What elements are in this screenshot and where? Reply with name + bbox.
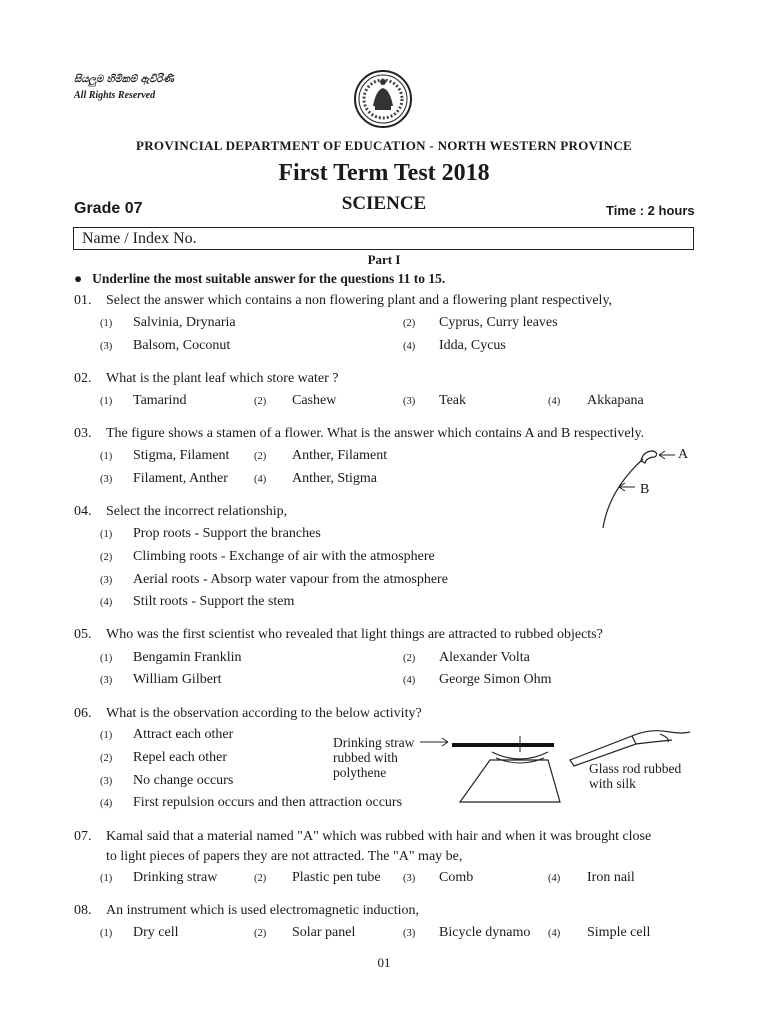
option-text[interactable]: Teak	[439, 393, 467, 408]
option-text[interactable]: First repulsion occurs and then attraction occurs	[133, 795, 403, 810]
option-number: (3)	[403, 928, 416, 939]
option-number: (4)	[548, 873, 561, 884]
option-number: (4)	[548, 396, 561, 407]
option-number: (4)	[548, 928, 561, 939]
question-text: What is the observation according to the below activity?	[106, 706, 422, 721]
question-text: Select the answer which contains a non flowering plant and a flowering plant respectively,	[106, 293, 613, 308]
sinhala-rights-notice: සියලුම හිමිකම් ඇවිරිණි	[74, 74, 174, 85]
stamen-figure	[595, 445, 705, 530]
option-text[interactable]: Plastic pen tube	[292, 870, 381, 885]
option-number: (1)	[100, 873, 113, 884]
figure-label-a: A	[678, 447, 689, 462]
option-number: (2)	[403, 653, 416, 664]
question-text: Select the incorrect relationship,	[106, 504, 288, 519]
time-label: Time : 2 hours	[606, 203, 695, 218]
option-text[interactable]: No change occurs	[133, 773, 234, 788]
option-text[interactable]: Stilt roots - Support the stem	[133, 594, 295, 609]
option-number: (3)	[403, 873, 416, 884]
option-number: (4)	[403, 341, 416, 352]
option-number: (3)	[100, 675, 113, 686]
option-text[interactable]: Salvinia, Drynaria	[133, 315, 236, 330]
instruction-text: Underline the most suitable answer for the questions 11 to 15.	[92, 271, 446, 286]
option-text[interactable]: Comb	[439, 870, 474, 885]
question-number: 01.	[74, 293, 92, 308]
option-number: (2)	[254, 873, 267, 884]
question-number: 04.	[74, 504, 92, 519]
rights-reserved: All Rights Reserved	[74, 90, 156, 101]
option-number: (2)	[100, 552, 113, 563]
grade-label: Grade 07	[74, 200, 143, 217]
question-number: 08.	[74, 903, 92, 918]
part-heading: Part I	[367, 252, 401, 267]
page-title: First Term Test 2018	[278, 160, 490, 186]
option-text[interactable]: Cyprus, Curry leaves	[439, 315, 558, 330]
option-text[interactable]: Repel each other	[133, 750, 228, 765]
option-number: (1)	[100, 318, 113, 329]
option-text[interactable]: Idda, Cycus	[439, 338, 506, 353]
question-text: Who was the first scientist who revealed that light things are attracted to rubbed objects?	[106, 627, 603, 642]
option-number: (4)	[100, 798, 113, 809]
figure-label-b: B	[640, 482, 650, 497]
option-number: (3)	[403, 396, 416, 407]
option-text[interactable]: Alexander Volta	[439, 650, 530, 665]
option-text[interactable]: George Simon Ohm	[439, 672, 552, 687]
option-text[interactable]: Dry cell	[133, 925, 179, 940]
option-text[interactable]: Stigma, Filament	[133, 448, 230, 463]
option-number: (4)	[100, 597, 113, 608]
question-text: The figure shows a stamen of a flower. What is the answer which contains A and B respectively.	[106, 426, 645, 441]
question-text: Kamal said that a material named "A" which was rubbed with hair and when it was brought close	[106, 829, 652, 844]
option-number: (3)	[100, 341, 113, 352]
option-text[interactable]: Anther, Filament	[292, 448, 388, 463]
option-text[interactable]: Solar panel	[292, 925, 356, 940]
option-text[interactable]: Aerial roots - Absorp water vapour from the atmosphere	[133, 572, 448, 587]
option-text[interactable]: Prop roots - Support the branches	[133, 526, 321, 541]
option-number: (3)	[100, 575, 113, 586]
option-text[interactable]: Bengamin Franklin	[133, 650, 242, 665]
option-number: (2)	[254, 451, 267, 462]
option-number: (4)	[403, 675, 416, 686]
option-text[interactable]: Climbing roots - Exchange of air with the atmosphere	[133, 549, 435, 564]
option-text[interactable]: Filament, Anther	[133, 471, 228, 486]
option-number: (1)	[100, 396, 113, 407]
option-number: (2)	[254, 928, 267, 939]
emblem-icon	[348, 68, 418, 130]
option-number: (2)	[403, 318, 416, 329]
option-text[interactable]: Balsom, Coconut	[133, 338, 231, 353]
question-number: 07.	[74, 829, 92, 844]
option-number: (4)	[254, 474, 267, 485]
option-text[interactable]: Iron nail	[587, 870, 635, 885]
option-text[interactable]: Simple cell	[587, 925, 651, 940]
question-number: 02.	[74, 371, 92, 386]
page-number: 01	[377, 955, 391, 970]
option-number: (3)	[100, 776, 113, 787]
question-text: An instrument which is used electromagnetic induction,	[106, 903, 419, 918]
question-number: 03.	[74, 426, 92, 441]
department-name: PROVINCIAL DEPARTMENT OF EDUCATION - NORTH WESTERN PROVINCE	[135, 138, 633, 153]
option-text[interactable]: Attract each other	[133, 727, 234, 742]
name-index-label: Name / Index No.	[82, 230, 197, 247]
option-number: (2)	[100, 753, 113, 764]
option-number: (1)	[100, 928, 113, 939]
subject-label: SCIENCE	[341, 193, 427, 214]
question-number: 06.	[74, 706, 92, 721]
question-text-continued: to light pieces of papers they are not attracted. The "A" may be,	[106, 849, 463, 864]
option-text[interactable]: Akkapana	[587, 393, 644, 408]
option-number: (3)	[100, 474, 113, 485]
bullet-icon: ●	[74, 271, 83, 286]
option-number: (1)	[100, 529, 113, 540]
option-text[interactable]: Bicycle dynamo	[439, 925, 531, 940]
option-number: (1)	[100, 451, 113, 462]
option-text[interactable]: Cashew	[292, 393, 337, 408]
option-number: (1)	[100, 730, 113, 741]
straw-label: Drinking straw rubbed with polythene	[333, 735, 415, 780]
question-number: 05.	[74, 627, 92, 642]
option-text[interactable]: Anther, Stigma	[292, 471, 377, 486]
question-text: What is the plant leaf which store water ?	[106, 371, 339, 386]
name-index-field[interactable]	[73, 227, 694, 250]
instruction	[74, 271, 445, 287]
option-number: (1)	[100, 653, 113, 664]
option-text[interactable]: Tamarind	[133, 393, 187, 408]
rod-label: Glass rod rubbed with silk	[589, 761, 682, 791]
option-text[interactable]: William Gilbert	[133, 672, 222, 687]
option-number: (2)	[254, 396, 267, 407]
option-text[interactable]: Drinking straw	[133, 870, 218, 885]
